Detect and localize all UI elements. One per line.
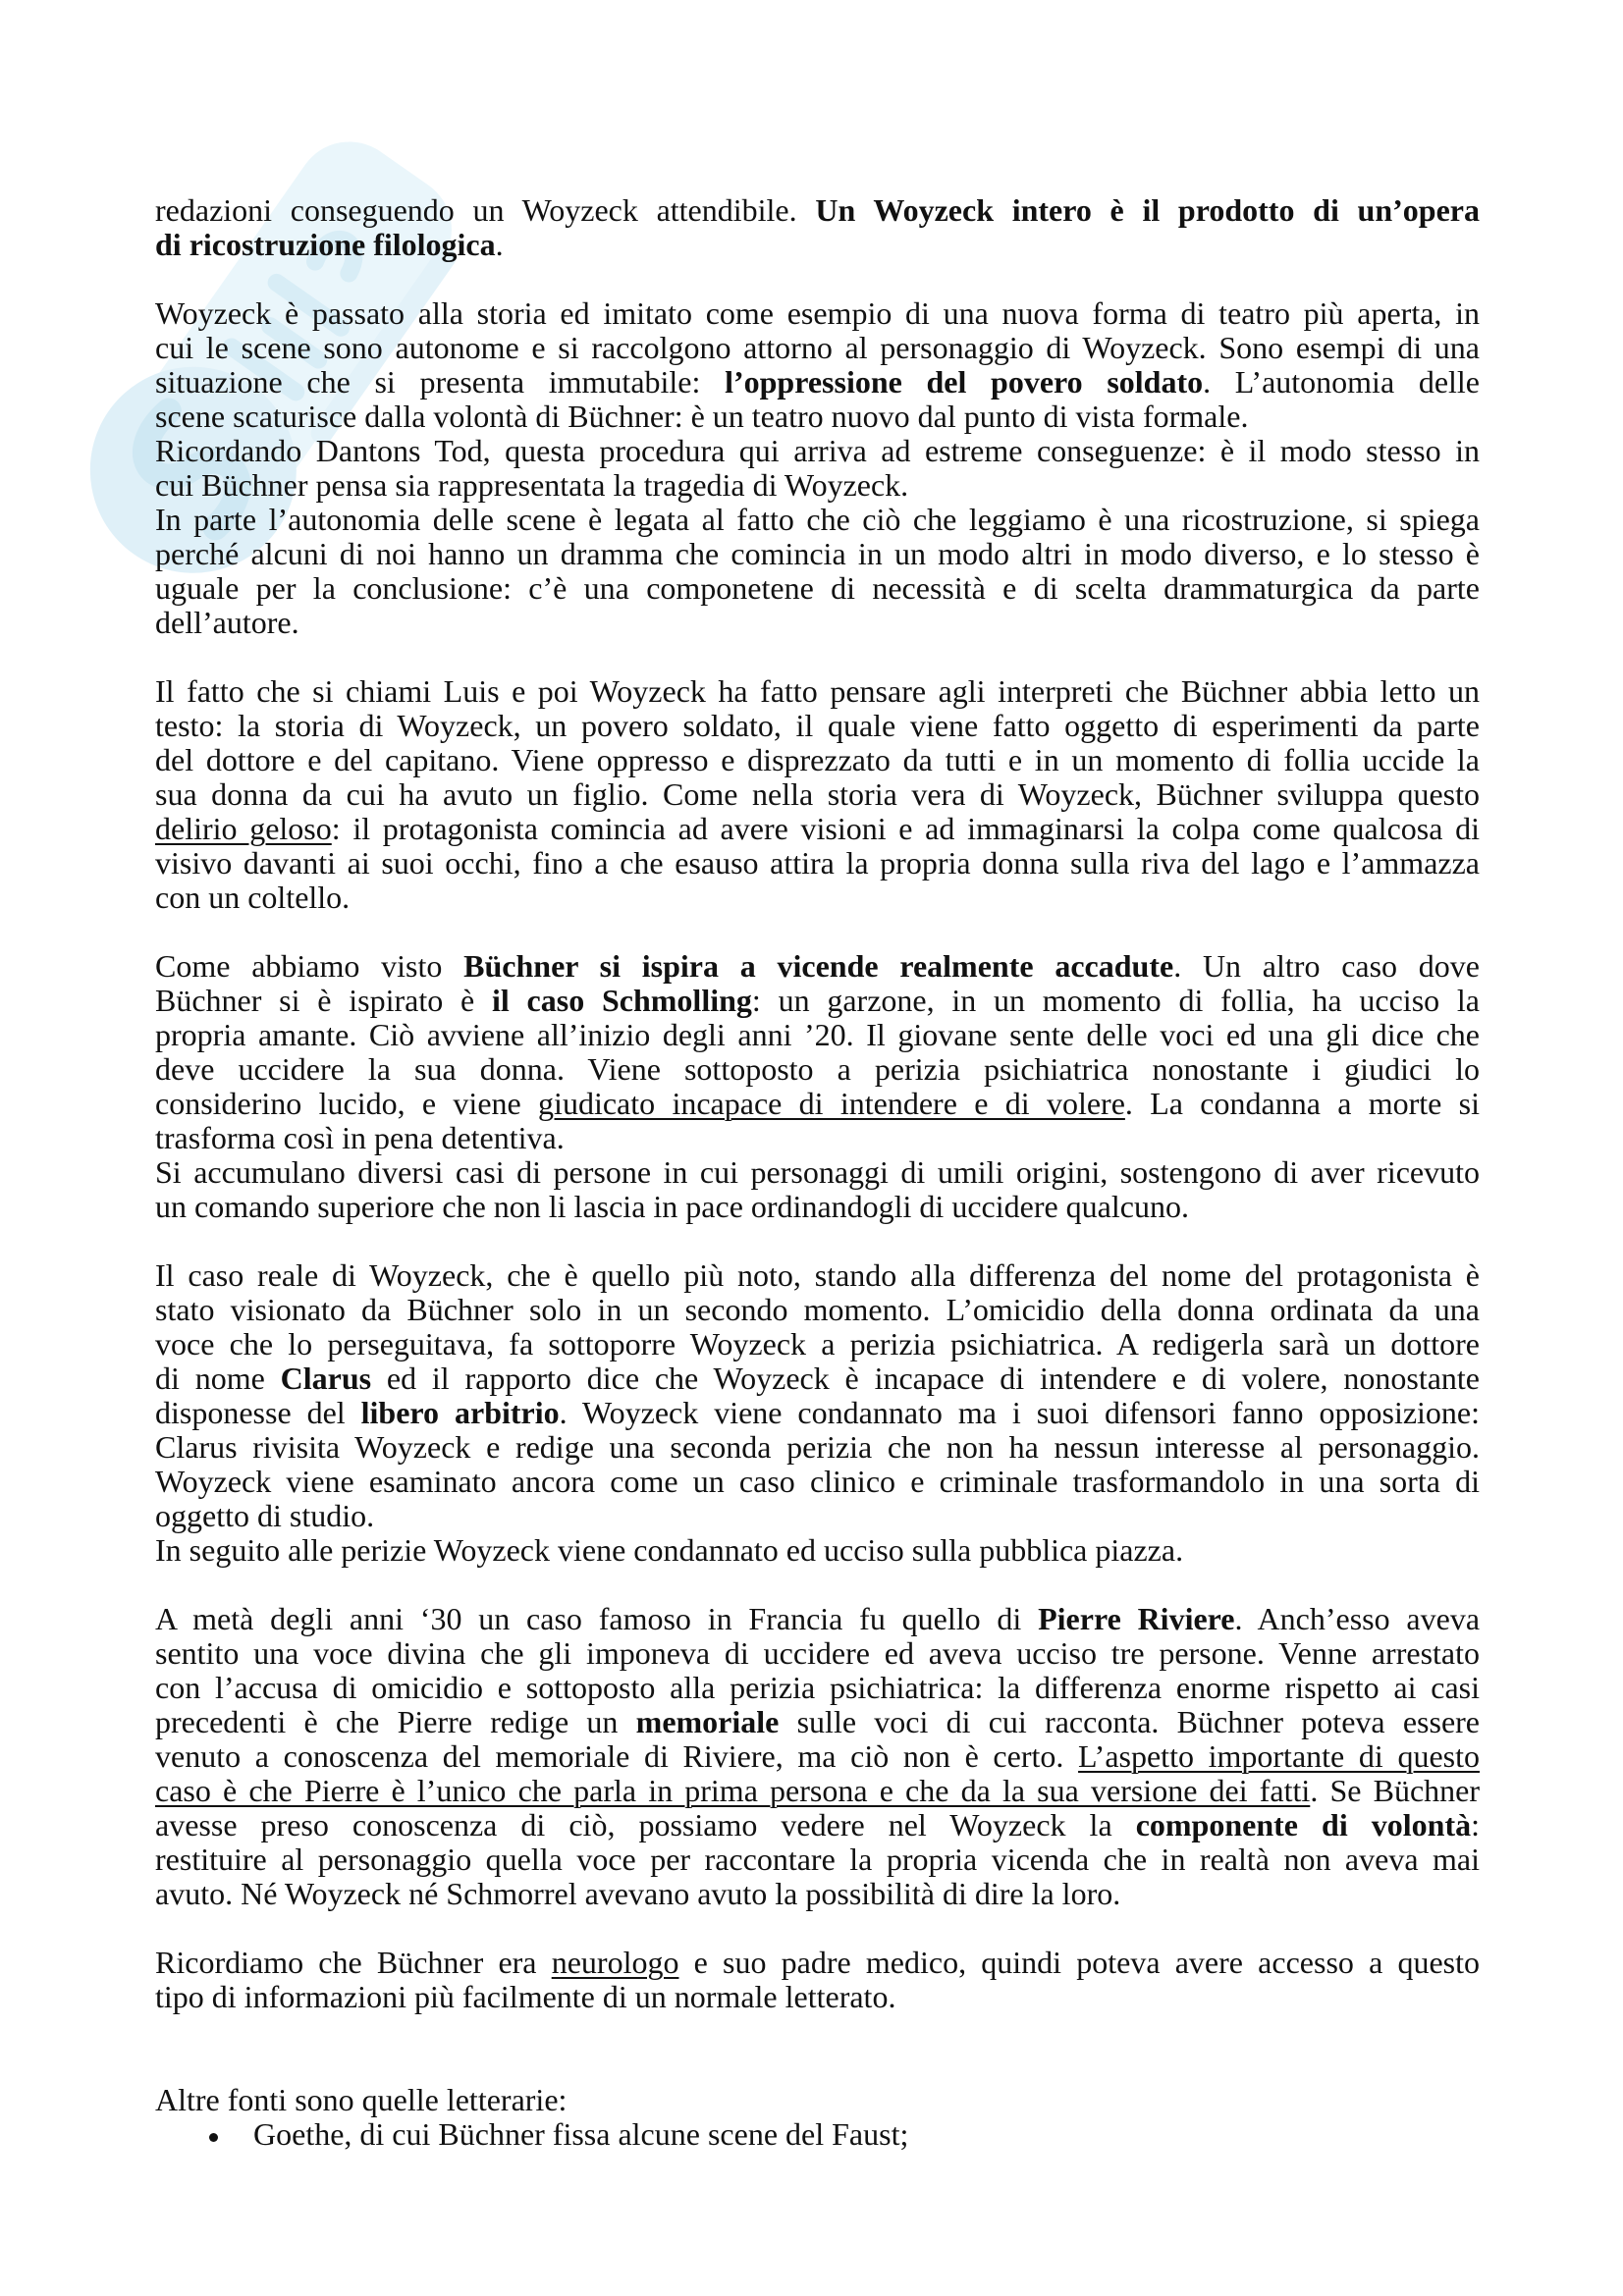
list-item-text: Goethe, di cui Büchner fissa alcune scene del Faust; bbox=[253, 2116, 909, 2152]
bold-text: memoriale bbox=[635, 1704, 780, 1739]
text-run: Clarus rivisita Woyzeck e redige una seconda perizia che non ha nessun interesse al personaggio. bbox=[155, 1429, 1480, 1465]
bold-text: componente di volontà bbox=[1135, 1807, 1472, 1842]
text-line bbox=[155, 1808, 1480, 1842]
document-body bbox=[155, 193, 1480, 2152]
bold-text: Büchner si ispira a vicende realmente accadute bbox=[463, 948, 1174, 984]
text-run: In seguito alle perizie Woyzeck viene condannato ed ucciso sulla pubblica piazza. bbox=[155, 1532, 1184, 1568]
text-run: Si accumulano diversi casi di persone in cui personaggi di umili origini, sostengono di aver ricevuto bbox=[155, 1154, 1480, 1190]
text-run: testo: la storia di Woyzeck, un povero soldato, il quale viene fatto oggetto di esperimenti da parte bbox=[155, 708, 1480, 743]
text-run: . La condanna a morte si bbox=[1124, 1086, 1481, 1121]
text-run: sua donna da cui ha avuto un figlio. Come nella storia vera di Woyzeck, Büchner sviluppa questo bbox=[155, 776, 1480, 812]
text-run: con un coltello. bbox=[155, 880, 351, 915]
text-line bbox=[155, 1671, 1480, 1705]
text-line bbox=[155, 984, 1480, 1018]
text-run: . Anch’esso aveva bbox=[1234, 1601, 1481, 1636]
text-run: del dottore e del capitano. Viene oppresso e disprezzato da tutti e in un momento di follia uccide la bbox=[155, 742, 1480, 777]
paragraph bbox=[155, 674, 1480, 915]
paragraph bbox=[155, 193, 1480, 262]
paragraph bbox=[155, 1258, 1480, 1568]
text-run: con l’accusa di omicidio e sottoposto alla perizia psichiatrica: la differenza enorme rispetto ai casi bbox=[155, 1670, 1480, 1705]
text-line bbox=[155, 468, 1480, 503]
text-run: : un garzone, in un momento di follia, ha ucciso la bbox=[751, 983, 1481, 1018]
text-run: Woyzeck viene esaminato ancora come un caso clinico e criminale trasformandolo in una sorta di bbox=[155, 1464, 1480, 1499]
text-line bbox=[155, 400, 1480, 434]
bullet-icon bbox=[209, 2133, 218, 2142]
text-line bbox=[155, 1362, 1480, 1396]
text-line bbox=[155, 1842, 1480, 1877]
text-run: ed il rapporto dice che Woyzeck è incapace di intendere e di volere, nonostante bbox=[371, 1361, 1481, 1396]
text-run: visivo davanti ai suoi occhi, fino a che esauso attira la propria donna sulla riva del lago e l’ammazza bbox=[155, 845, 1480, 881]
text-run: Ricordiamo che Büchner era bbox=[155, 1945, 552, 1980]
text-run: oggetto di studio. bbox=[155, 1498, 375, 1533]
text-line bbox=[155, 1774, 1480, 1808]
text-line bbox=[155, 1430, 1480, 1465]
text-run: restituire al personaggio quella voce per raccontare la propria vicenda che in realtà non aveva mai bbox=[155, 1842, 1480, 1877]
text-line bbox=[155, 1327, 1480, 1362]
text-line bbox=[155, 1705, 1480, 1739]
text-line bbox=[155, 846, 1480, 881]
text-run: . L’autonomia delle bbox=[1203, 364, 1481, 400]
text-run: venuto a conoscenza del memoriale di Riviere, ma ciò non è certo. bbox=[155, 1738, 1079, 1774]
bold-text: Pierre Riviere bbox=[1038, 1601, 1235, 1636]
text-line bbox=[155, 434, 1480, 468]
text-line bbox=[155, 1980, 1480, 2014]
text-run: sentito una voce divina che gli imponeva di uccidere ed aveva ucciso tre persone. Venne arrestato bbox=[155, 1635, 1480, 1671]
paragraph bbox=[155, 1602, 1480, 1911]
text-run: Come abbiamo visto bbox=[155, 948, 464, 984]
text-run: considerino lucido, e viene bbox=[155, 1086, 539, 1121]
text-run: Altre fonti sono quelle letterarie: bbox=[155, 2082, 568, 2117]
text-line bbox=[155, 2083, 1480, 2117]
text-line bbox=[155, 1293, 1480, 1327]
text-run: trasforma così in pena detentiva. bbox=[155, 1120, 565, 1155]
text-run: : bbox=[1471, 1807, 1480, 1842]
text-run: Woyzeck è passato alla storia ed imitato come esempio di una nuova forma di teatro più aperta, in bbox=[155, 295, 1480, 331]
text-line bbox=[155, 1396, 1480, 1430]
text-line bbox=[155, 606, 1480, 640]
text-run: e suo padre medico, quindi poteva avere accesso a questo bbox=[678, 1945, 1481, 1980]
text-line bbox=[155, 1877, 1480, 1911]
text-run: sulle voci di cui racconta. Büchner poteva essere bbox=[779, 1704, 1481, 1739]
text-line bbox=[155, 331, 1480, 365]
underlined-text: L’aspetto importante di questo bbox=[1078, 1738, 1481, 1774]
underlined-text: neurologo bbox=[551, 1945, 679, 1980]
text-run: deve uccidere la sua donna. Viene sottoposto a perizia psichiatrica nonostante i giudici lo bbox=[155, 1051, 1480, 1087]
text-line bbox=[155, 812, 1480, 846]
bold-text: Clarus bbox=[280, 1361, 372, 1396]
text-line bbox=[155, 1190, 1480, 1224]
text-line bbox=[155, 1121, 1480, 1155]
text-line bbox=[155, 296, 1480, 331]
text-run: cui le scene sono autonome e si raccolgono attorno al personaggio di Woyzeck. Sono esempi di una bbox=[155, 330, 1480, 365]
paragraph bbox=[155, 1946, 1480, 2014]
text-run: perché alcuni di noi hanno un dramma che comincia in un modo altri in modo diverso, e lo stesso è bbox=[155, 536, 1480, 571]
text-line bbox=[155, 571, 1480, 606]
list-item bbox=[155, 2117, 1480, 2152]
text-line bbox=[155, 1533, 1480, 1568]
text-run: dell’autore. bbox=[155, 605, 299, 640]
underlined-text: caso è che Pierre è l’unico che parla in prima persona e che da la sua versione dei fatti bbox=[155, 1773, 1311, 1808]
paragraph bbox=[155, 949, 1480, 1224]
bold-text: libero arbitrio bbox=[360, 1395, 560, 1430]
text-line bbox=[155, 1946, 1480, 1980]
text-line bbox=[155, 228, 1480, 262]
text-line bbox=[155, 743, 1480, 777]
text-line bbox=[155, 365, 1480, 400]
list-intro bbox=[155, 2083, 1480, 2117]
text-run: Il fatto che si chiami Luis e poi Woyzeck ha fatto pensare agli interpreti che Büchner abbia letto un bbox=[155, 673, 1480, 709]
text-line bbox=[155, 1052, 1480, 1087]
text-line bbox=[155, 503, 1480, 537]
text-line bbox=[155, 537, 1480, 571]
text-run: In parte l’autonomia delle scene è legata al fatto che ciò che leggiamo è una ricostruzione, si spiega bbox=[155, 502, 1480, 537]
text-run: : il protagonista comincia ad avere visioni e ad immaginarsi la colpa come qualcosa di bbox=[331, 811, 1481, 846]
text-run: cui Büchner pensa sia rappresentata la tragedia di Woyzeck. bbox=[155, 467, 909, 503]
text-line bbox=[155, 674, 1480, 709]
text-line bbox=[155, 1636, 1480, 1671]
text-line bbox=[155, 949, 1480, 984]
text-run: . bbox=[495, 227, 504, 262]
text-run: tipo di informazioni più facilmente di un normale letterato. bbox=[155, 1979, 896, 2014]
text-run: . Se Büchner bbox=[1310, 1773, 1481, 1808]
text-run: . Woyzeck viene condannato ma i suoi difensori fanno opposizione: bbox=[559, 1395, 1481, 1430]
text-line bbox=[155, 881, 1480, 915]
text-run: avesse preso conoscenza di ciò, possiamo vedere nel Woyzeck la bbox=[155, 1807, 1136, 1842]
text-line bbox=[155, 193, 1480, 228]
text-run: propria amante. Ciò avviene all’inizio degli anni ’20. Il giovane sente delle voci ed una gli dice che bbox=[155, 1017, 1480, 1052]
text-run: scene scaturisce dalla volontà di Büchner: è un teatro nuovo dal punto di vista formale. bbox=[155, 399, 1249, 434]
underlined-text: giudicato incapace di intendere e di volere bbox=[538, 1086, 1125, 1121]
bold-text: di ricostruzione filologica bbox=[155, 227, 496, 262]
text-line bbox=[155, 1258, 1480, 1293]
text-line bbox=[155, 1087, 1480, 1121]
text-line bbox=[155, 1602, 1480, 1636]
text-line bbox=[155, 1465, 1480, 1499]
text-run: di nome bbox=[155, 1361, 281, 1396]
bold-text: il caso Schmolling bbox=[492, 983, 752, 1018]
text-run: voce che lo perseguitava, fa sottoporre Woyzeck a perizia psichiatrica. A redigerla sarà un dottore bbox=[155, 1326, 1480, 1362]
text-run: stato visionato da Büchner solo in un secondo momento. L’omicidio della donna ordinata da una bbox=[155, 1292, 1480, 1327]
bullet-list bbox=[155, 2117, 1480, 2152]
text-line bbox=[155, 1018, 1480, 1052]
bold-text: l’oppressione del povero soldato bbox=[725, 364, 1204, 400]
text-line bbox=[155, 1499, 1480, 1533]
paragraph bbox=[155, 296, 1480, 640]
text-run: Ricordando Dantons Tod, questa procedura qui arriva ad estreme conseguenze: è il modo stesso in bbox=[155, 433, 1480, 468]
text-line bbox=[155, 777, 1480, 812]
text-line bbox=[155, 1155, 1480, 1190]
bold-text: Un Woyzeck intero è il prodotto di un’opera bbox=[815, 192, 1481, 228]
text-run: . Un altro caso dove bbox=[1173, 948, 1481, 984]
text-run: disponesse del bbox=[155, 1395, 361, 1430]
text-run: uguale per la conclusione: c’è una componetene di necessità e di scelta drammaturgica da parte bbox=[155, 570, 1480, 606]
text-line bbox=[155, 709, 1480, 743]
text-run: un comando superiore che non li lascia in pace ordinandogli di uccidere qualcuno. bbox=[155, 1189, 1189, 1224]
text-run: situazione che si presenta immutabile: bbox=[155, 364, 726, 400]
text-run: Il caso reale di Woyzeck, che è quello più noto, stando alla differenza del nome del protagonista è bbox=[155, 1257, 1480, 1293]
text-run: precedenti è che Pierre redige un bbox=[155, 1704, 636, 1739]
text-line bbox=[155, 1739, 1480, 1774]
text-run: redazioni conseguendo un Woyzeck attendibile. bbox=[155, 192, 816, 228]
text-run: avuto. Né Woyzeck né Schmorrel avevano avuto la possibilità di dire la loro. bbox=[155, 1876, 1121, 1911]
underlined-text: delirio geloso bbox=[155, 811, 332, 846]
text-run: A metà degli anni ‘30 un caso famoso in Francia fu quello di bbox=[155, 1601, 1039, 1636]
text-run: Büchner si è ispirato è bbox=[155, 983, 492, 1018]
